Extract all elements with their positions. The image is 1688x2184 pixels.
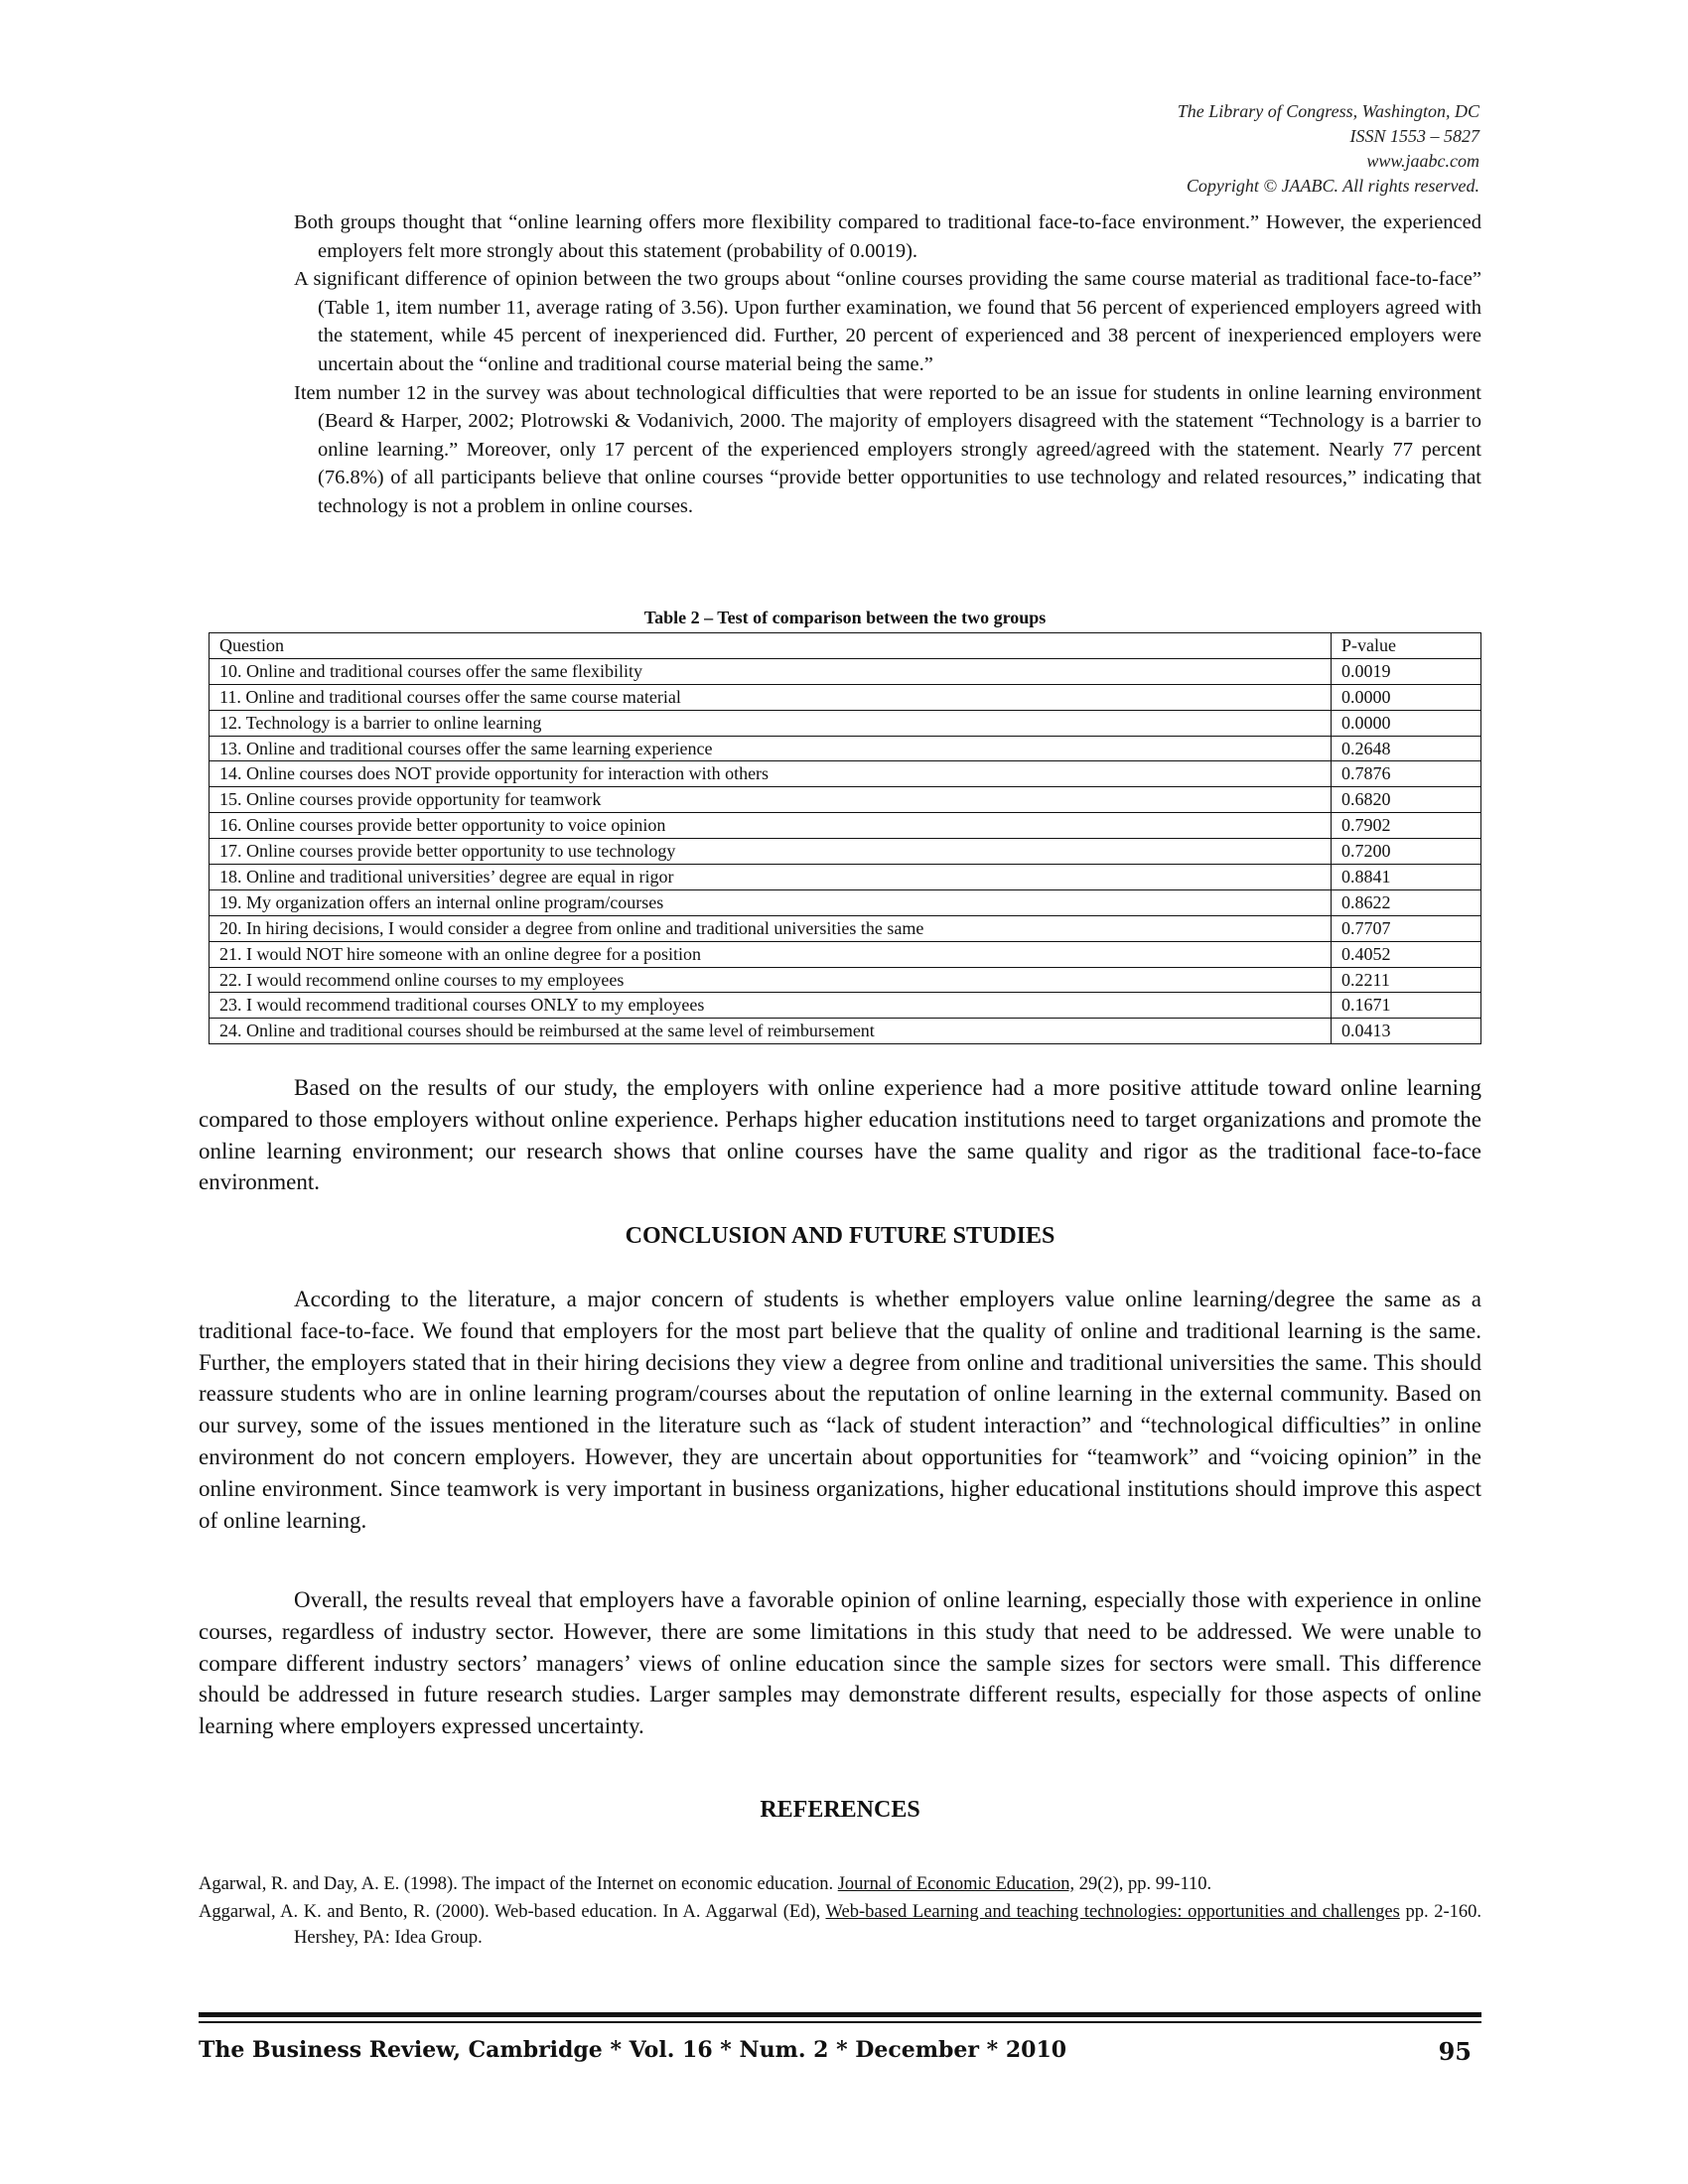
references-list (199, 1871, 1481, 1953)
question-cell: 20. In hiring decisions, I would consider a degree from online and traditional universities the same (210, 915, 1332, 941)
table-row (210, 658, 1481, 684)
pvalue-cell: 0.8622 (1332, 889, 1481, 915)
conclusion-heading: CONCLUSION AND FUTURE STUDIES (625, 1223, 1055, 1249)
bullet-paragraph: Item number 12 in the survey was about technological difficulties that were reported to be an issue for students in online learning environment (Beard & Harper, 2002; Plotrowski & Vodanivich, 2000. The majority of employers disagreed with the statement “Technology is a barrier to online learning.” Moreover, only 17 percent of the experienced employers strongly agreed/agreed with the statement. Nearly 77 percent (76.8%) of all participants believe that online courses “provide better opportunities to use technology and related resources,” indicating that technology is not a problem in online courses. (294, 381, 1481, 517)
footer-rule-thin (199, 2021, 1481, 2023)
footer-journal: The Business Review, Cambridge * Vol. 16 * Num. 2 * December * 2010 (199, 2037, 1067, 2063)
table-row (210, 889, 1481, 915)
conclusion-body-2 (199, 1584, 1481, 1742)
reference-book-title: Web-based Learning and teaching technologies: opportunities and challenges (825, 1902, 1400, 1922)
conclusion-paragraph: Overall, the results reveal that employers have a favorable opinion of online learning, especially those with experience in online courses, regardless of industry sector. However, there are some limitations in this study that need to be addressed. We were unable to compare different industry sectors’ managers’ views of online education since the sample sizes for sectors were small. This difference should be addressed in future research studies. Larger samples may demonstrate different results, especially for those aspects of online learning where employers expressed uncertainty. (199, 1587, 1481, 1739)
question-cell: 19. My organization offers an internal online program/courses (210, 889, 1332, 915)
question-cell: 13. Online and traditional courses offer the same learning experience (210, 736, 1332, 761)
table-row (210, 684, 1481, 710)
pvalue-cell: 0.6820 (1332, 787, 1481, 813)
pvalue-cell: 0.7707 (1332, 915, 1481, 941)
question-cell: 12. Technology is a barrier to online learning (210, 710, 1332, 736)
reference-item (199, 1899, 1481, 1951)
results-paragraph: Based on the results of our study, the employers with online experience had a more positive attitude toward online learning compared to those employers without online experience. Perhaps higher education institutions need to target organizations and promote the online learning environment; our research shows that online courses have the same quality and rigor as the traditional face-to-face environment. (199, 1075, 1481, 1195)
footer-rule-thick (199, 2012, 1481, 2017)
reference-text: Agarwal, R. and Day, A. E. (1998). The impact of the Internet on economic education. (199, 1874, 838, 1894)
reference-item (199, 1871, 1481, 1897)
table-row (210, 967, 1481, 993)
table-row (210, 915, 1481, 941)
pvalue-cell: 0.4052 (1332, 941, 1481, 967)
table-row (210, 787, 1481, 813)
conclusion-paragraph: According to the literature, a major concern of students is whether employers value online learning/degree the same as a traditional face-to-face. We found that employers for the most part believe that the quality of online and traditional learning is the same. Further, the employers stated that in their hiring decisions they view a degree from online and traditional universities the same. This should reassure students who are in online learning program/courses about the reputation of online learning in the external community. Based on our survey, some of the issues mentioned in the literature such as “lack of student interaction” and “technological difficulties” in online environment do not concern employers. However, they are uncertain about opportunities for “teamwork” and “voicing opinion” in the online environment. Since teamwork is very important in business organizations, higher educational institutions should improve this aspect of online learning. (199, 1287, 1481, 1533)
pvalue-cell: 0.7876 (1332, 761, 1481, 787)
question-cell: 24. Online and traditional courses should be reimbursed at the same level of reimbursement (210, 1019, 1332, 1044)
reference-journal: Journal of Economic Education, (837, 1874, 1075, 1894)
table-row (210, 736, 1481, 761)
pvalue-cell: 0.0019 (1332, 658, 1481, 684)
page-footer (199, 2037, 1481, 2066)
reference-text: Aggarwal, A. K. and Bento, R. (2000). Web-based education. In A. Aggarwal (Ed), (199, 1902, 826, 1922)
bullet-paragraph: A significant difference of opinion between the two groups about “online courses providing the same course material as traditional face-to-face” (Table 1, item number 11, average rating of 3.56). Upon further examination, we found that 56 percent of experienced employers agreed with the statement, while 45 percent of inexperienced did. Further, 20 percent of experienced and 38 percent of inexperienced employers were uncertain about the “online and traditional course material being the same.” (294, 268, 1481, 375)
question-cell: 15. Online courses provide opportunity for teamwork (210, 787, 1332, 813)
table-header-question: Question (210, 633, 1332, 659)
question-cell: 11. Online and traditional courses offer the same course material (210, 684, 1332, 710)
pvalue-cell: 0.2211 (1332, 967, 1481, 993)
pvalue-cell: 0.0000 (1332, 710, 1481, 736)
table-header-row (210, 633, 1481, 659)
question-cell: 22. I would recommend online courses to my employees (210, 967, 1332, 993)
table-row (210, 865, 1481, 890)
question-cell: 21. I would NOT hire someone with an online degree for a position (210, 941, 1332, 967)
table-caption: Table 2 – Test of comparison between the two groups (643, 608, 1047, 627)
references-heading: REFERENCES (760, 1797, 920, 1823)
question-cell: 23. I would recommend traditional courses ONLY to my employees (210, 993, 1332, 1019)
question-cell: 17. Online courses provide better opportunity to use technology (210, 839, 1332, 865)
table-row (210, 710, 1481, 736)
header-line-3: www.jaabc.com (1366, 151, 1479, 171)
pvalue-cell: 0.7200 (1332, 839, 1481, 865)
bullet-paragraph: Both groups thought that “online learning offers more flexibility compared to traditional face-to-face environment.” However, the experienced employers felt more strongly about this statement (probability of 0.0019). (294, 211, 1481, 262)
table-row (210, 839, 1481, 865)
header-line-4: Copyright © JAABC. All rights reserved. (1186, 176, 1479, 196)
results-table (209, 632, 1481, 1044)
pvalue-cell: 0.2648 (1332, 736, 1481, 761)
table-row (210, 761, 1481, 787)
header-line-2: ISSN 1553 – 5827 (1349, 126, 1479, 146)
reference-text: 29(2), pp. 99-110. (1074, 1874, 1212, 1894)
pvalue-cell: 0.7902 (1332, 813, 1481, 839)
journal-header (1178, 99, 1479, 199)
table-header-pvalue: P-value (1332, 633, 1481, 659)
question-cell: 16. Online courses provide better opportunity to voice opinion (210, 813, 1332, 839)
pvalue-cell: 0.0413 (1332, 1019, 1481, 1044)
pvalue-cell: 0.1671 (1332, 993, 1481, 1019)
results-summary (199, 1072, 1481, 1198)
question-cell: 10. Online and traditional courses offer the same flexibility (210, 658, 1332, 684)
page-number: 95 (1438, 2037, 1472, 2066)
question-cell: 18. Online and traditional universities’ degree are equal in rigor (210, 865, 1332, 890)
header-line-1: The Library of Congress, Washington, DC (1177, 101, 1479, 121)
table-row (210, 993, 1481, 1019)
table-row (210, 941, 1481, 967)
pvalue-cell: 0.8841 (1332, 865, 1481, 890)
table-row (210, 813, 1481, 839)
bullet-points (294, 208, 1481, 521)
conclusion-body (199, 1284, 1481, 1536)
reference-text: pp. 2-160. Hershey, PA: Idea Group. (294, 1902, 1481, 1948)
pvalue-cell: 0.0000 (1332, 684, 1481, 710)
question-cell: 14. Online courses does NOT provide opportunity for interaction with others (210, 761, 1332, 787)
table-row (210, 1019, 1481, 1044)
